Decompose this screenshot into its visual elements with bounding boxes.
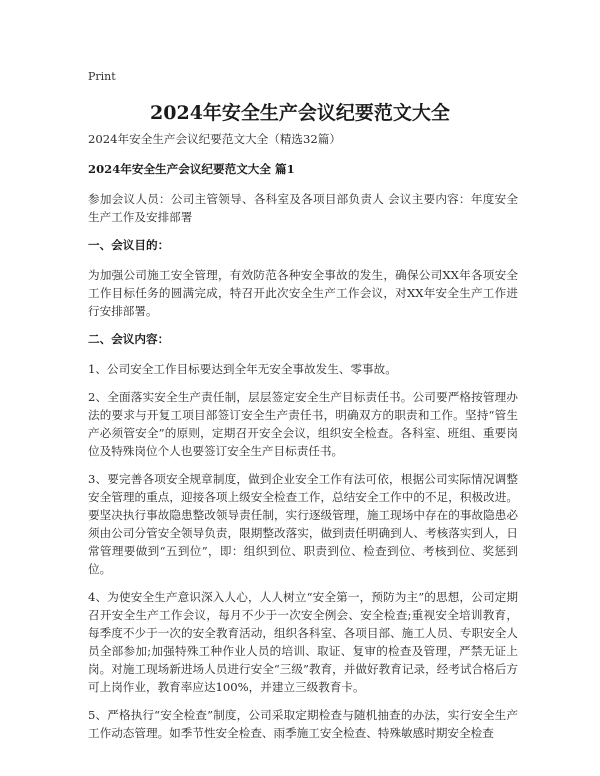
content-item-3: 3、要完善各项安全规章制度，做到企业安全工作有法可依，根据公司实际情况调整安全管理的重点，迎接各项上级安全检查工作，总结安全工作中的不足，积极改进。要坚决执行事故隐患整改领导责任制，实行逐级管理，施工现场中存在的事故隐患必须由公司分管安全领导负责，限期整改落实，做到责任明确到人、考核落实到人，日常管理要做到“五到位”，即：组织到位、职责到位、检查到位、考核到位、奖惩到位。 [88,472,518,576]
page-title: 2024年安全生产会议纪要范文大全 [150,102,450,124]
article-title: 2024年安全生产会议纪要范文大全 篇1 [88,162,295,176]
print-link[interactable]: Print [88,70,116,83]
document-subtitle: 2024年安全生产会议纪要范文大全（精选32篇） [88,132,341,146]
content-item-2: 2、全面落实安全生产责任制，层层签定安全生产目标责任书。公司要严格按管理办法的要求与开复工项目部签订安全生产责任书，明确双方的职责和工作。坚持“管生产必须管安全”的原则，定期召开安全会议，组织安全检查。各科室、班组、重要岗位及特殊岗位个人也要签订安全生产目标责任书。 [88,390,518,458]
purpose-paragraph: 为加强公司施工安全管理，有效防范各种安全事故的发生，确保公司XX年各项安全工作目标任务的圆满完成，特召开此次安全生产工作会议，对XX年安全生产工作进行安排部署。 [88,268,518,318]
content-item-4: 4、为使安全生产意识深入人心，人人树立“安全第一，预防为主”的思想，公司定期召开安全生产工作会议，每月不少于一次安全例会、安全检查;重视安全培训教育，每季度不少于一次的安全教育活动，组织各科室、各项目部、施工人员、专职安全人员全部参加;加强特殊工种作业人员的培训、取证、复审的检查及管理，严禁无证上岗。对施工现场新进场人员进行安全“三级”教育，并做好教育记录，经考试合格后方可上岗作业，教育率应达100%，并建立三级教育卡。 [88,590,518,694]
intro-paragraph: 参加会议人员：公司主管领导、各科室及各项目部负责人 会议主要内容：年度安全生产工作及安排部署 [88,192,518,224]
section-heading-content: 二、会议内容： [88,332,170,346]
content-item-1: 1、公司安全工作目标要达到全年无安全事故发生、零事故。 [88,362,397,376]
section-heading-purpose: 一、会议目的： [88,238,170,252]
document-body [88,130,518,752]
content-item-5: 5、严格执行“安全检查”制度，公司采取定期检查与随机抽查的办法，实行安全生产工作动态管理。如季节性安全检查、雨季施工安全检查、特殊敏感时期安全检查 [88,708,518,740]
